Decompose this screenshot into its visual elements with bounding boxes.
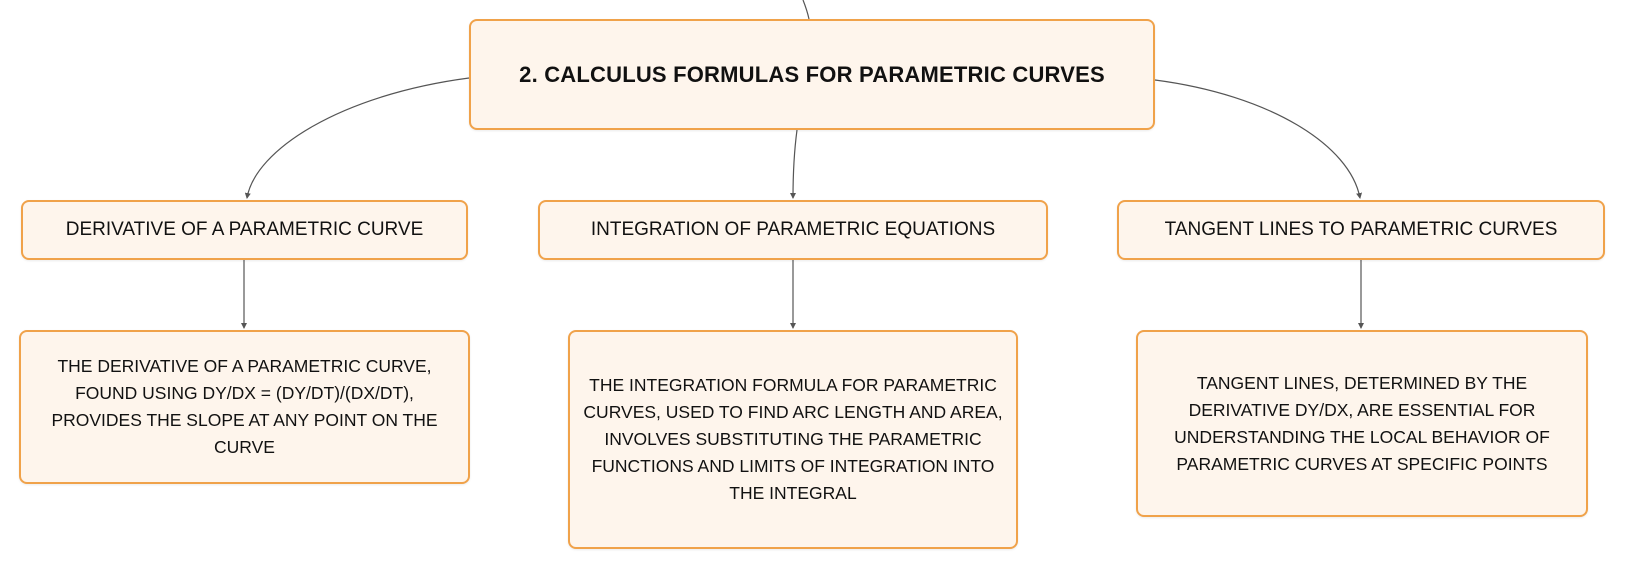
topic-node-label: TANGENT LINES TO PARAMETRIC CURVES	[1164, 219, 1558, 240]
topic-node-tangent-lines[interactable]	[1117, 200, 1605, 260]
root-node[interactable]	[469, 19, 1155, 130]
topic-node-derivative[interactable]	[21, 200, 468, 260]
description-text: THE DERIVATIVE OF A PARAMETRIC CURVE, FOUND USING DY/DX = (DY/DT)/(DX/DT), PROVIDES THE SLOPE AT ANY POINT ON THE CURVE	[51, 356, 438, 457]
topic-node-label: INTEGRATION OF PARAMETRIC EQUATIONS	[590, 219, 996, 240]
description-node-derivative[interactable]	[19, 330, 470, 484]
description-node-tangent-lines[interactable]	[1136, 330, 1588, 517]
root-node-label: 2. CALCULUS FORMULAS FOR PARAMETRIC CURVES	[519, 61, 1105, 87]
description-text: THE INTEGRATION FORMULA FOR PARAMETRIC CURVES, USED TO FIND ARC LENGTH AND AREA, INVOLVES SUBSTITUTING THE PARAMETRIC FUNCTIONS AND LIMITS OF INTEGRATION INTO THE INTEGRAL	[583, 375, 1003, 503]
description-text: TANGENT LINES, DETERMINED BY THE DERIVATIVE DY/DX, ARE ESSENTIAL FOR UNDERSTANDING THE LOCAL BEHAVIOR OF PARAMETRIC CURVES AT SPECIFIC POINTS	[1174, 372, 1550, 474]
incoming-connector	[803, 0, 809, 19]
description-node-integration[interactable]	[568, 330, 1018, 549]
topic-node-integration[interactable]	[538, 200, 1048, 260]
connector-root-to-tangent	[1155, 80, 1360, 198]
connector-root-to-derivative	[247, 78, 469, 198]
connector-root-to-integration	[793, 130, 797, 198]
topic-node-label: DERIVATIVE OF A PARAMETRIC CURVE	[65, 219, 424, 240]
